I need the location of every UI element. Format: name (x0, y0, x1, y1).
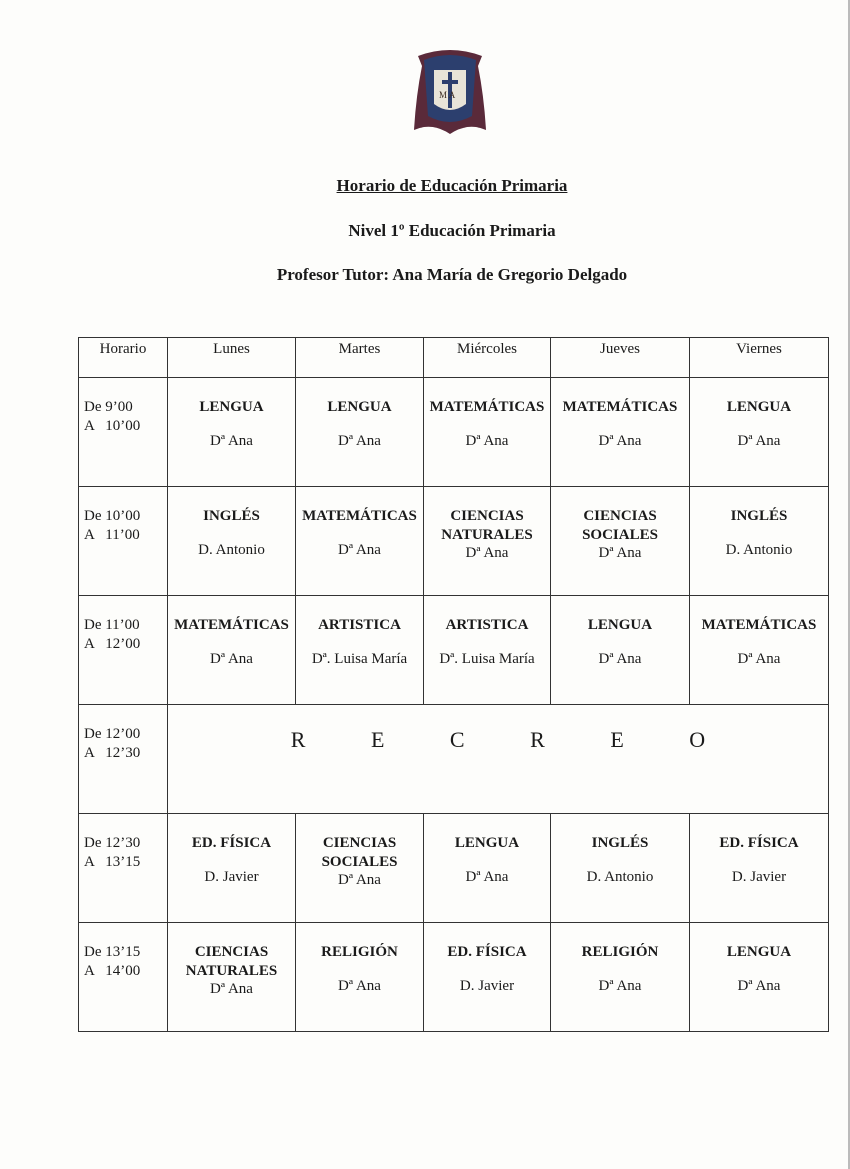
class-cell (424, 923, 551, 1032)
time-from: De 12’00 (84, 726, 141, 742)
class-cell (168, 814, 296, 923)
time-from: De 11’00 (84, 617, 140, 633)
class-cell (690, 923, 829, 1032)
table-row (79, 814, 829, 923)
teacher-name: D. Javier (204, 869, 259, 885)
recess-letter: C (449, 727, 465, 752)
class-cell (690, 378, 829, 487)
class-cell (424, 814, 551, 923)
subject-name: LENGUA (726, 944, 792, 960)
subject-name: MATEMÁTICAS (562, 399, 678, 415)
class-cell (296, 814, 424, 923)
subject-name: LENGUA (327, 399, 392, 415)
svg-text:M A: M A (439, 90, 456, 100)
teacher-name: Dª Ana (338, 542, 381, 558)
subject-name: LENGUA (454, 835, 520, 851)
time-cell (79, 378, 168, 487)
class-cell (551, 814, 690, 923)
teacher-name: Dª Ana (210, 651, 253, 667)
subject-name: ED. FÍSICA (447, 944, 527, 960)
column-header: Horario (79, 338, 168, 378)
teacher-name: Dª Ana (598, 545, 642, 561)
teacher-name: Dª Ana (465, 545, 509, 561)
subject-name: INGLÉS (203, 508, 260, 524)
table-row (79, 596, 829, 705)
class-cell (551, 487, 690, 596)
teacher-name: D. Javier (459, 978, 515, 994)
time-cell (79, 705, 168, 814)
class-cell (551, 378, 690, 487)
subject-name: CIENCIAS SOCIALES (582, 508, 658, 543)
class-cell (168, 923, 296, 1032)
teacher-name: Dª Ana (338, 872, 381, 888)
subject-name: ED. FÍSICA (191, 835, 272, 851)
column-header: Martes (296, 338, 424, 378)
class-cell (551, 596, 690, 705)
subject-name: LENGUA (587, 617, 653, 633)
class-cell (690, 596, 829, 705)
class-cell (424, 596, 551, 705)
schedule-table (78, 337, 829, 1032)
time-from: De 12’30 (84, 835, 141, 851)
subject-name: MATEMÁTICAS (701, 617, 817, 633)
subject-name: CIENCIAS NATURALES (441, 508, 533, 543)
teacher-name: Dª Ana (737, 978, 781, 994)
subject-name: LENGUA (199, 399, 264, 415)
class-cell (551, 923, 690, 1032)
column-header: Lunes (168, 338, 296, 378)
subject-name: MATEMÁTICAS (429, 399, 545, 415)
level-heading: Nivel 1º Educación Primaria (348, 221, 556, 240)
subject-name: MATEMÁTICAS (302, 508, 417, 524)
teacher-name: Dª Ana (737, 651, 781, 667)
teacher-name: Dª Ana (598, 433, 642, 449)
time-from: De 9’00 (84, 399, 133, 415)
column-header: Jueves (551, 338, 690, 378)
time-to: A 10’00 (84, 418, 141, 434)
class-cell (296, 923, 424, 1032)
teacher-name: Dª Ana (598, 978, 642, 994)
class-cell (296, 487, 424, 596)
school-crest-logo (412, 46, 488, 134)
class-cell (296, 596, 424, 705)
teacher-name: Dª Ana (210, 981, 253, 997)
time-cell (79, 814, 168, 923)
header-row (79, 338, 829, 378)
subject-name: ED. FÍSICA (719, 835, 799, 851)
time-to: A 11’00 (84, 527, 140, 543)
recess-letter: R (530, 727, 545, 752)
subject-name: MATEMÁTICAS (174, 617, 289, 633)
teacher-name: Dª Ana (338, 978, 381, 994)
teacher-name: D. Antonio (198, 542, 265, 558)
teacher-name: Dª Ana (598, 651, 642, 667)
teacher-name: Dª Ana (338, 433, 381, 449)
time-from: De 13’15 (84, 944, 141, 960)
subject-name: RELIGIÓN (321, 944, 398, 960)
recess-cell (168, 705, 829, 814)
subject-name: LENGUA (726, 399, 792, 415)
column-header: Viernes (690, 338, 829, 378)
time-cell (79, 923, 168, 1032)
teacher-name: Dª. Luisa María (311, 651, 408, 667)
recess-letter: E (370, 727, 385, 752)
time-to: A 12’00 (84, 636, 141, 652)
class-cell (296, 378, 424, 487)
subject-name: CIENCIAS SOCIALES (321, 835, 398, 870)
document-title: Horario de Educación Primaria (336, 176, 568, 195)
teacher-name: D. Antonio (586, 869, 654, 885)
class-cell (690, 814, 829, 923)
subject-name: CIENCIAS NATURALES (185, 944, 278, 979)
time-cell (79, 596, 168, 705)
subject-name: INGLÉS (591, 835, 649, 851)
table-row (79, 378, 829, 487)
class-cell (690, 487, 829, 596)
teacher-name: Dª. Luisa María (439, 651, 535, 667)
table-row (79, 705, 829, 814)
time-from: De 10’00 (84, 508, 141, 524)
table-row (79, 487, 829, 596)
class-cell (168, 596, 296, 705)
class-cell (424, 487, 551, 596)
time-to: A 12’30 (84, 745, 141, 761)
subject-name: ARTISTICA (318, 617, 401, 633)
subject-name: ARTISTICA (445, 617, 529, 633)
recess-letter: E (610, 727, 624, 752)
table-row (79, 923, 829, 1032)
time-to: A 14’00 (84, 963, 141, 979)
time-to: A 13’15 (84, 854, 141, 870)
teacher-name: D. Javier (731, 869, 787, 885)
column-header: Miércoles (424, 338, 551, 378)
teacher-name: Dª Ana (465, 869, 509, 885)
teacher-name: Dª Ana (737, 433, 781, 449)
tutor-heading: Profesor Tutor: Ana María de Gregorio Delgado (276, 265, 628, 284)
teacher-name: Dª Ana (465, 433, 509, 449)
class-cell (168, 378, 296, 487)
teacher-name: Dª Ana (210, 433, 253, 449)
class-cell (168, 487, 296, 596)
subject-name: INGLÉS (730, 508, 788, 524)
class-cell (424, 378, 551, 487)
recess-letter: R (290, 727, 306, 752)
time-cell (79, 487, 168, 596)
recess-letter: O (689, 727, 706, 752)
subject-name: RELIGIÓN (581, 944, 659, 960)
teacher-name: D. Antonio (725, 542, 793, 558)
